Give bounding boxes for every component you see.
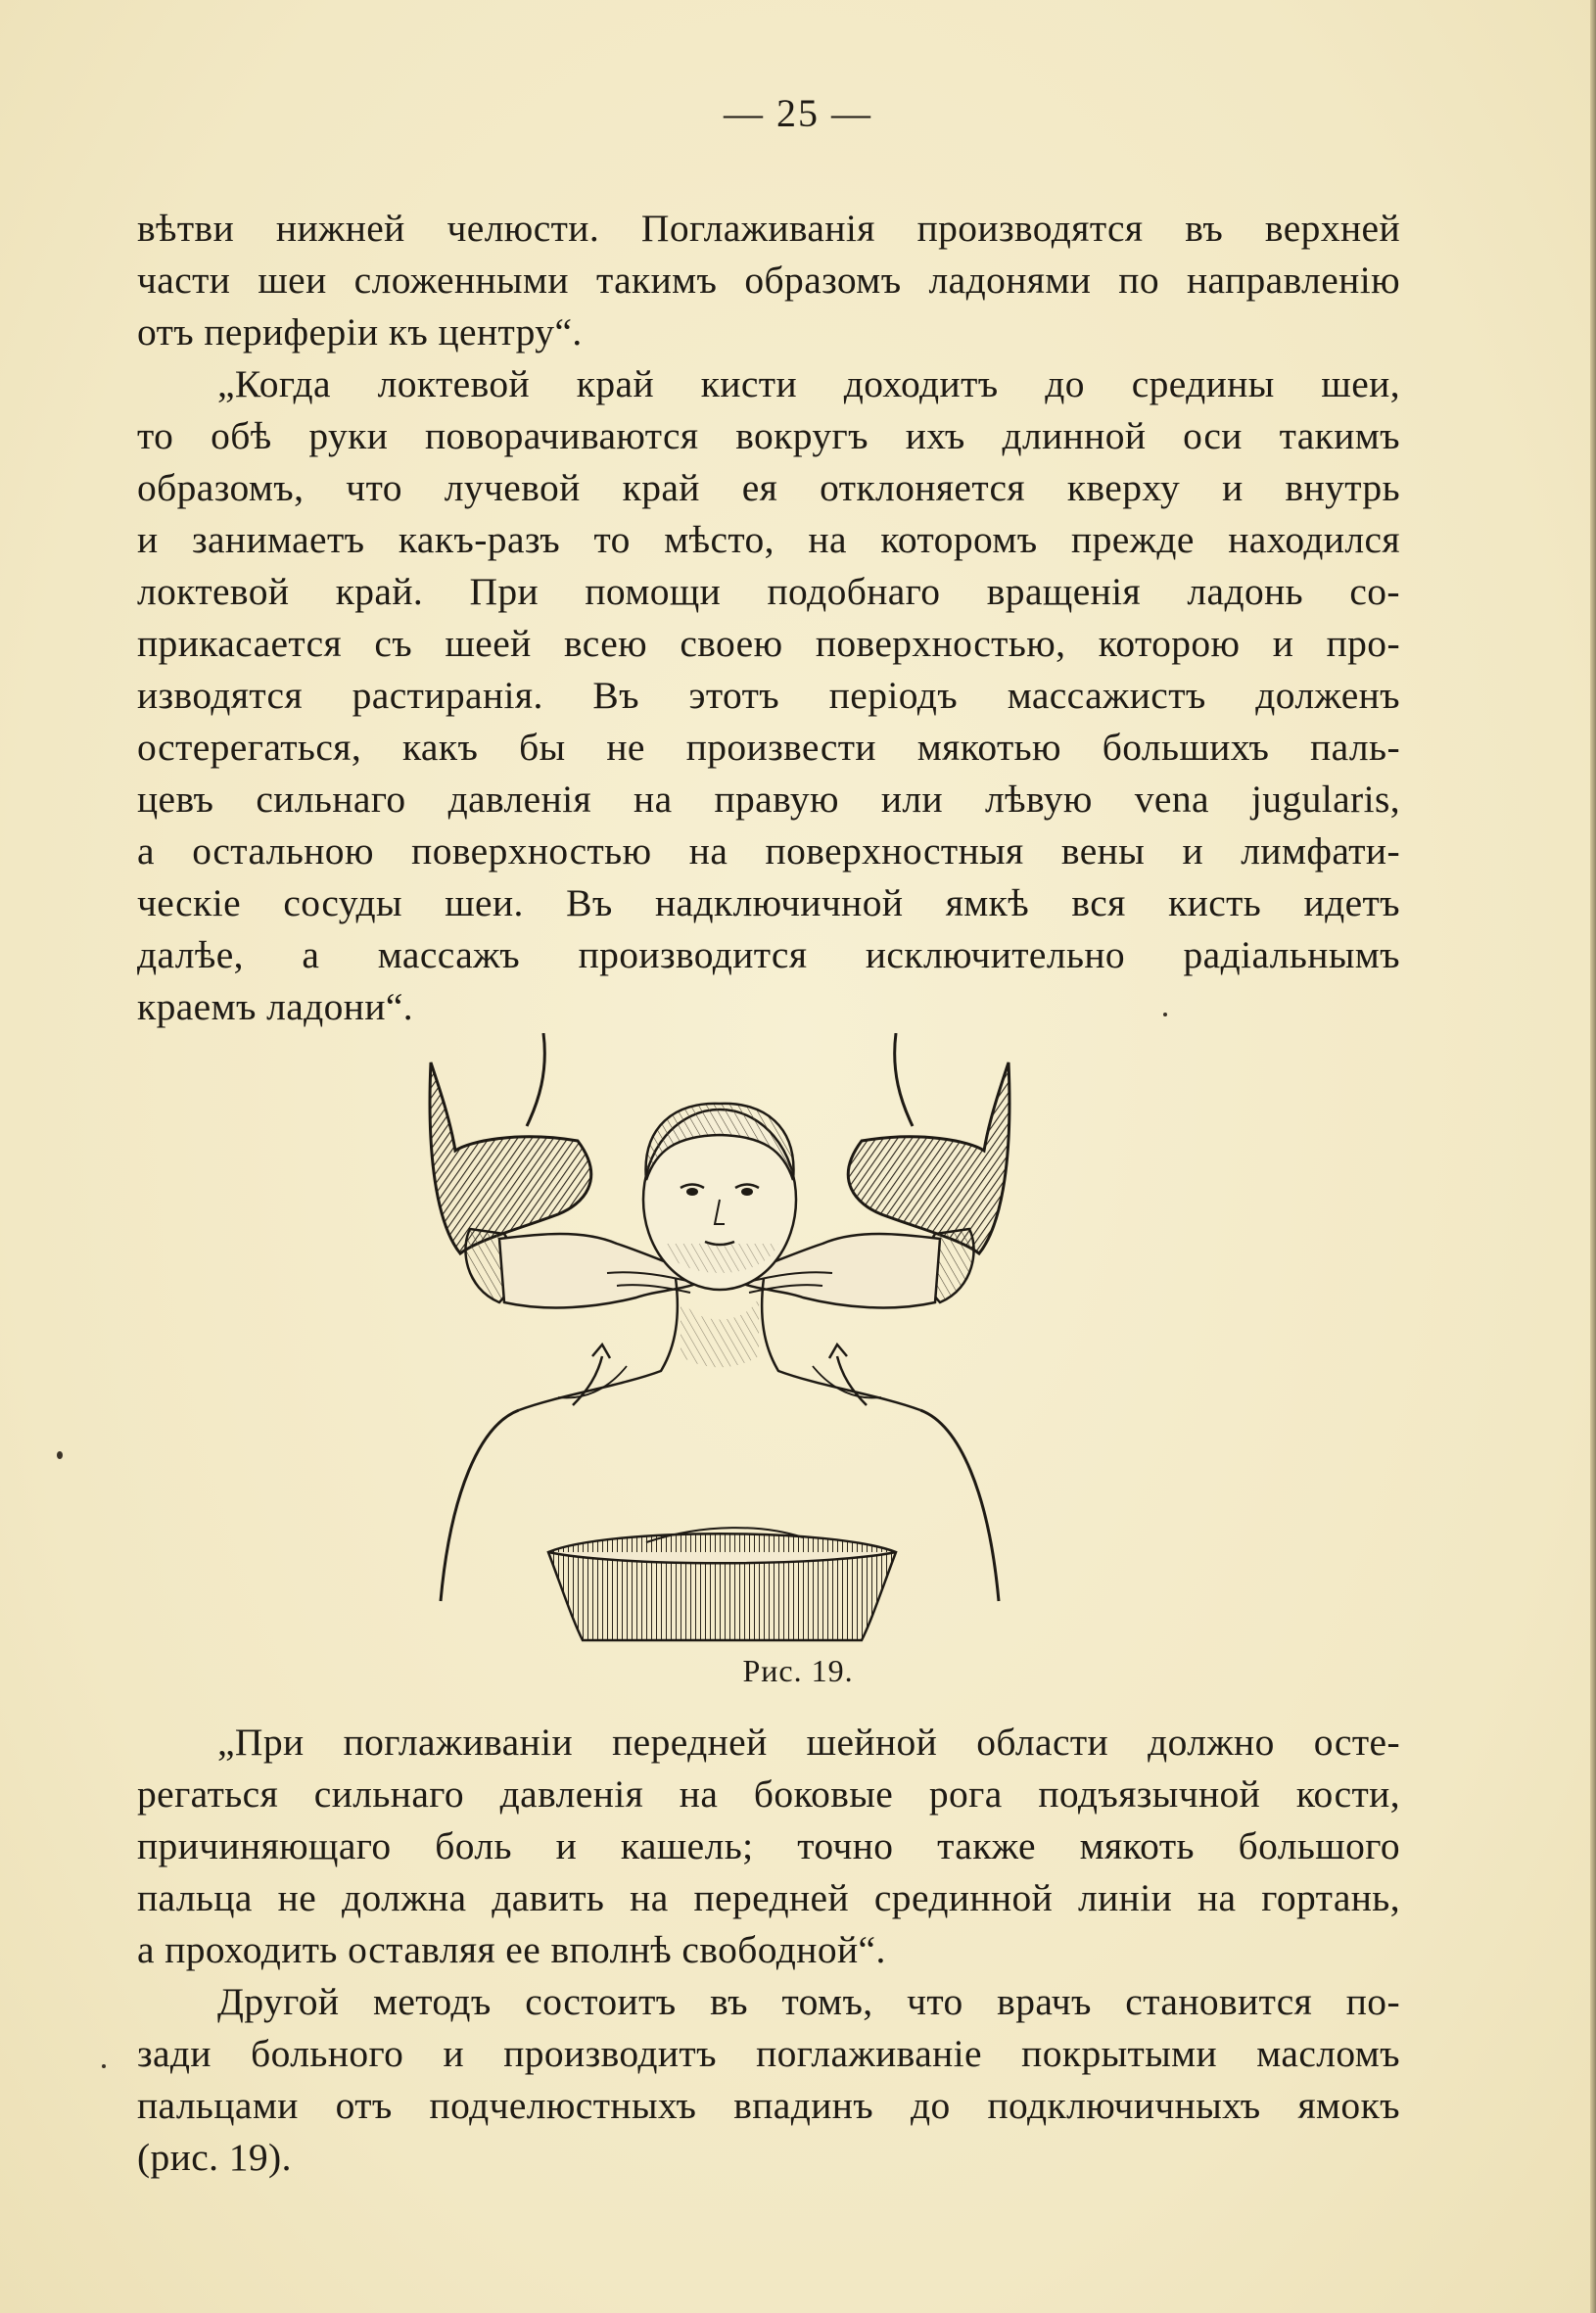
text-line: цевъ сильнаго давленія на правую или лѣвую vena jugularis, [137,778,1400,821]
paragraph-bottom [137,1717,1400,2184]
figure-caption: Рис. 19. [742,1653,854,1688]
text-line: причиняющаго боль и кашель; точно также мякоть большого [137,1824,1400,1867]
text-line: регаться сильнаго давленія на боковые рога подъязычной кости, [137,1772,1400,1816]
text-line: а остальною поверхностью на поверхностныя вены и лимфати- [137,829,1400,873]
text-line: образомъ, что лучевой край ея отклоняется кверху и внутрь [137,466,1400,509]
text-line: вѣтви нижней челюсти. Поглаживанія производятся въ верхней [137,207,1400,250]
print-speck [1163,1013,1167,1016]
text-line: локтевой край. При помощи подобнаго вращенія ладонь со- [137,570,1400,613]
text-line: части шеи сложенными такимъ образомъ ладонями по направленію [137,259,1400,302]
print-speck [57,1451,63,1459]
text-line: краемъ ладони“. [137,985,414,1028]
text-line: а проходить оставляя ее вполнѣ свободной“. [137,1928,886,1971]
text-line: зади больного и производитъ поглаживаніе покрытыми масломъ [137,2032,1400,2075]
text-line: изводятся растиранія. Въ этотъ періодъ массажистъ долженъ [137,674,1400,717]
text-line: „При поглаживаніи передней шейной области должно осте- [217,1721,1400,1764]
text-line: и занимаетъ какъ-разъ то мѣсто, на которомъ прежде находился [137,518,1400,561]
text-line: ческіе сосуды шеи. Въ надключичной ямкѣ вся кисть идетъ [137,881,1400,924]
text-line: далѣе, а массажъ производится исключительно радіальнымъ [137,933,1400,976]
text-line: пальцами отъ подчелюстныхъ впадинъ до подключичныхъ ямокъ [137,2084,1400,2127]
paragraph-top [137,203,1400,1033]
page-edge [1590,0,1596,2313]
text-line: „Когда локтевой край кисти доходитъ до средины шеи, [217,362,1400,405]
text-line: то обѣ руки поворачиваются вокругъ ихъ длинной оси такимъ [137,414,1400,457]
massage-neck-illustration-icon [411,1033,1028,1660]
text-line: прикасается съ шеей всею своею поверхностью, которою и про- [137,622,1400,665]
page-number: — 25 — [724,91,872,135]
text-line: остерегаться, какъ бы не произвести мякотью большихъ паль- [137,726,1400,769]
text-line: пальца не должна давить на передней срединной линіи на гортань, [137,1876,1400,1919]
text-line: (рис. 19). [137,2136,292,2179]
text-line: Другой методъ состоитъ въ томъ, что врачъ становится по- [217,1980,1400,2023]
print-speck [102,2064,106,2068]
text-line: отъ периферіи къ центру“. [137,310,583,354]
